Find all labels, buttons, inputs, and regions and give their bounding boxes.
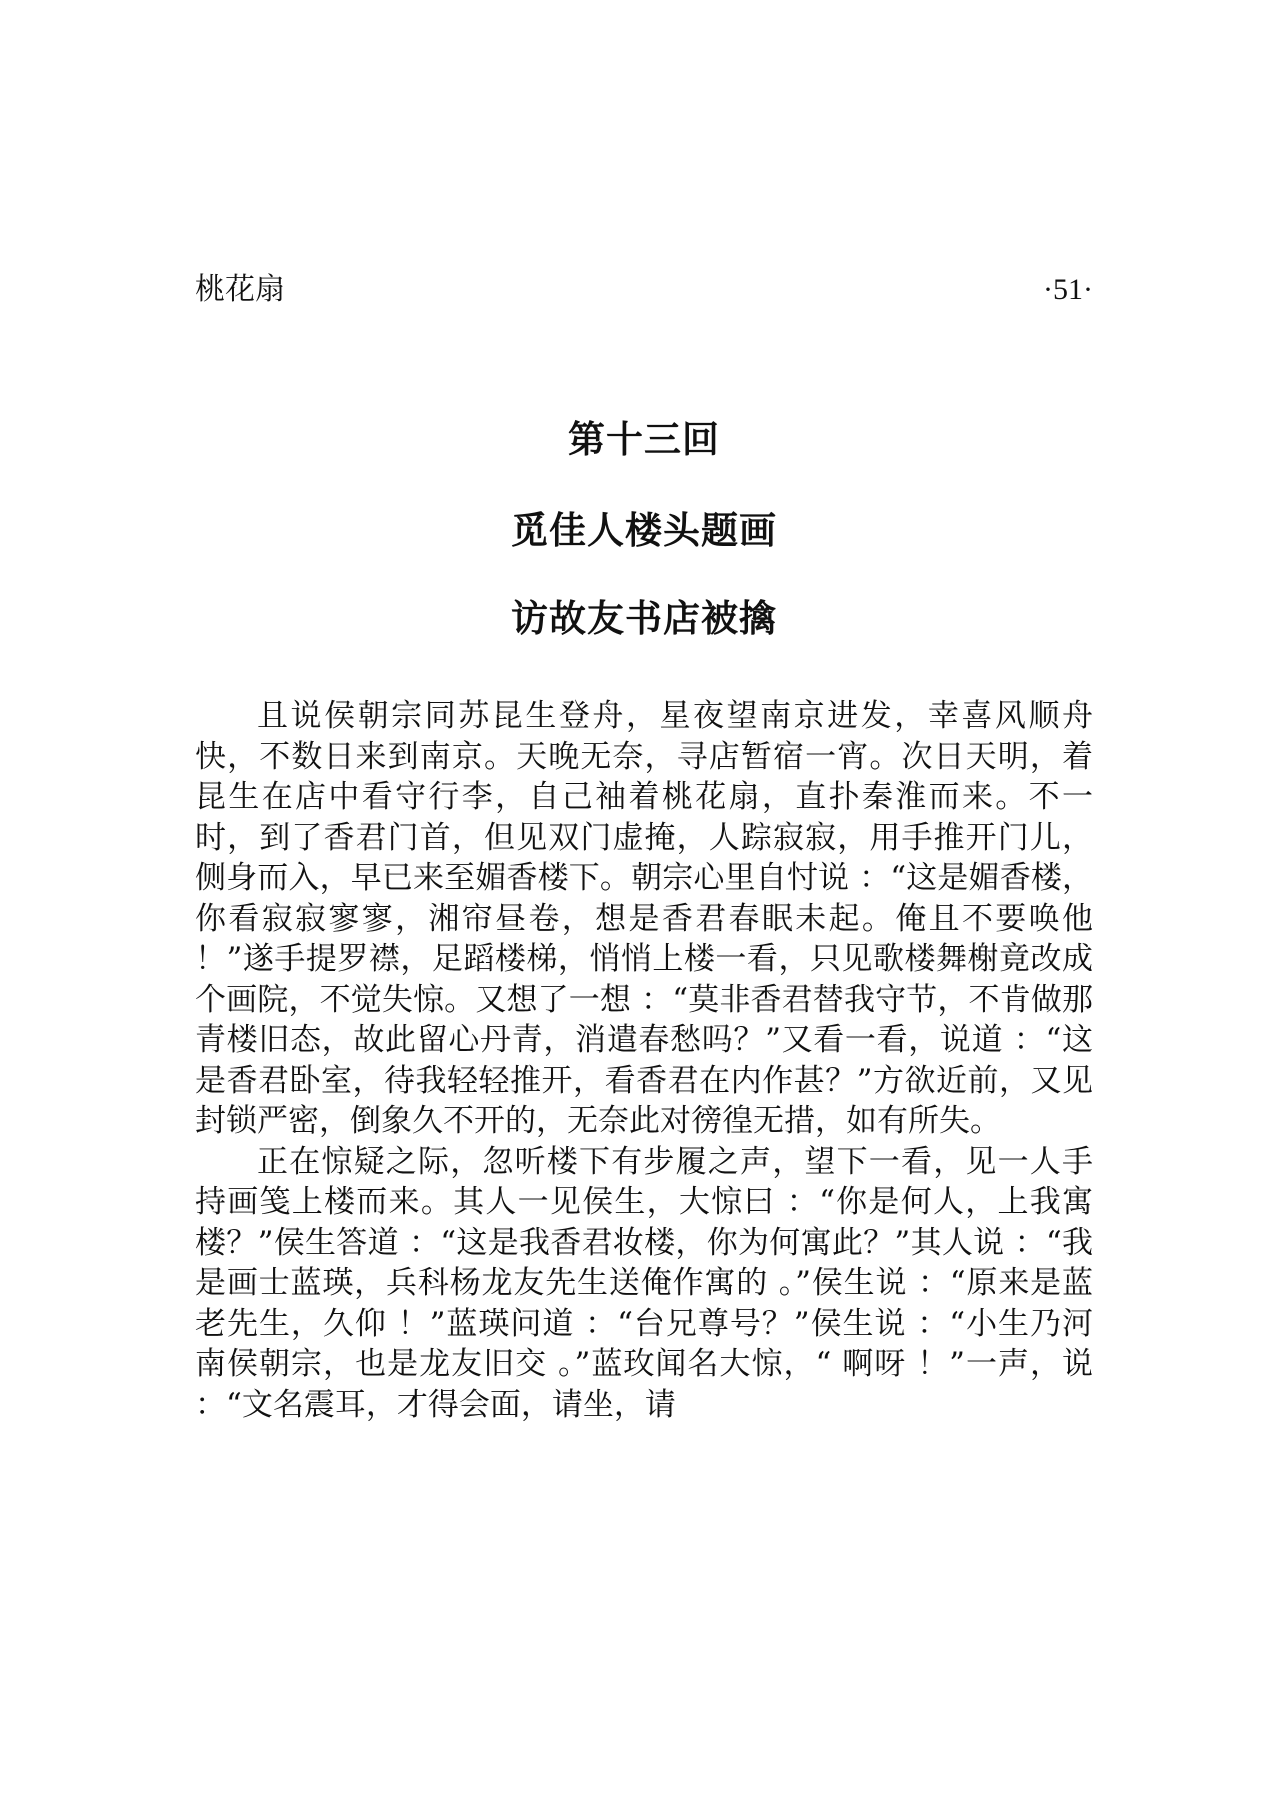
- book-title: 桃花扇: [195, 272, 285, 307]
- chapter-title-line-1: 觅佳人楼头题画: [511, 509, 777, 552]
- page-number: ·51·: [1043, 273, 1093, 306]
- body-text: [195, 696, 1093, 1425]
- running-header: [195, 268, 1093, 312]
- chapter-title-line-2: 访故友书店被擒: [511, 597, 777, 640]
- paragraph: 且说侯朝宗同苏昆生登舟，星夜望南京进发，幸喜风顺舟快，不数日来到南京。天晚无奈，寻店暂宿一宵。次日天明，着昆生在店中看守行李，自己袖着桃花扇，直扑秦淮而来。不一时，到了香君门首，但见双门虚掩，人踪寂寂，用手推开门儿，侧身而入，早已来至媚香楼下。朝宗心里自忖说 ：“这是媚香楼，你看寂寂寥寥，湘帘昼卷，想是香君春眠未起。俺且不要唤他 ！”遂手提罗襟，足蹈楼梯，悄悄上楼一看，只见歌楼舞榭竟改成个画院，不觉失惊。又想了一想 ：“莫非香君替我守节，不肯做那青楼旧态，故此留心丹青，消遣春愁吗？”又看一看，说道 ：“这是香君卧室，待我轻轻推开，看香君在内作甚？”方欲近前，又见封锁严密，倒象久不开的，无奈此对徬徨无措，如有所失。: [195, 698, 1093, 1139]
- chapter-number: 第十三回: [568, 418, 720, 461]
- paragraph: 正在惊疑之际，忽听楼下有步履之声，望下一看，见一人手持画笺上楼而来。其人一见侯生，大惊曰 ：“你是何人，上我寓楼？”侯生答道 ：“这是我香君妆楼，你为何寓此？”其人说 ：“我是画士蓝瑛，兵科杨龙友先生送俺作寓的 。”侯生说 ：“原来是蓝老先生，久仰 ！”蓝瑛问道 ：“台兄尊号？”侯生说 ：“小生乃河南侯朝宗，也是龙友旧交 。”蓝玫闻名大惊，“ 啊呀 ！”一声，说 ：“文名震耳，才得会面，请坐，请: [195, 1143, 1093, 1423]
